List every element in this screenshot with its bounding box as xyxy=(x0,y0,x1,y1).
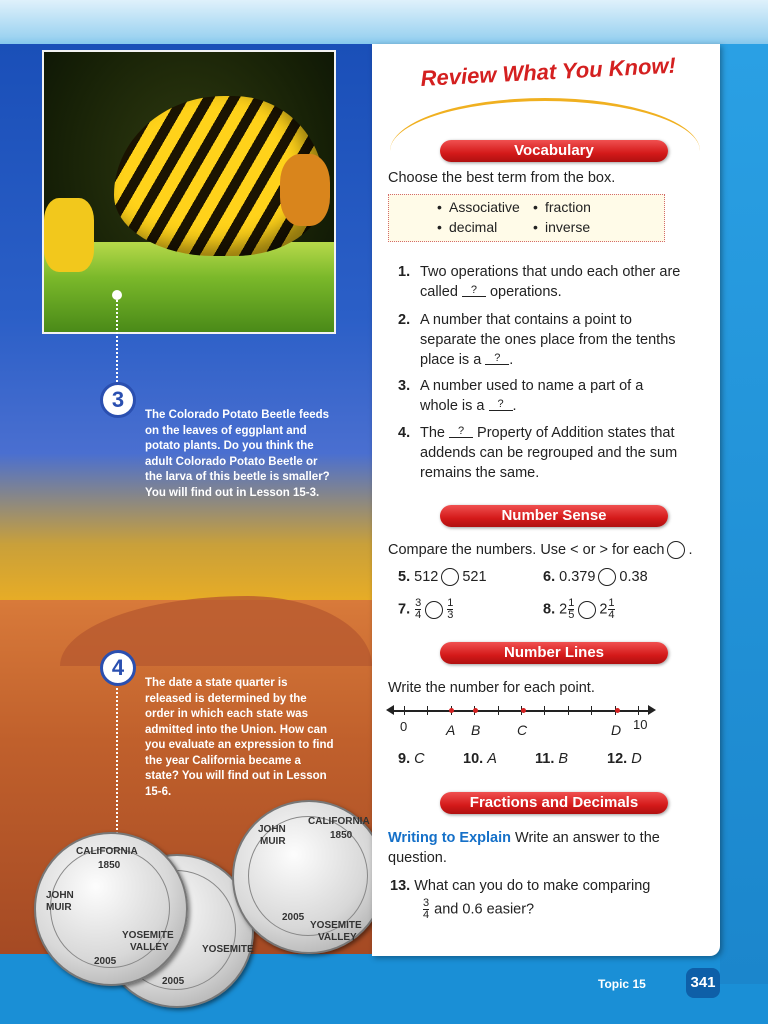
question-number: 12. xyxy=(607,751,628,767)
fraction-a xyxy=(415,598,421,621)
number-line-tick xyxy=(568,706,569,715)
question-4 xyxy=(398,423,698,483)
note-4-text: The date a state quarter is released is determined by the order in which each state was admitted into the Union. How can you evaluate an expression to find the year California became a state? You will find out in Lesson 15-6. xyxy=(145,677,334,798)
compare-circle[interactable] xyxy=(578,601,596,619)
beetle-photo xyxy=(42,50,336,334)
term-bullet: • xyxy=(533,199,538,215)
numerator: 1 xyxy=(568,597,575,609)
question-number: 13. xyxy=(390,878,411,894)
compare-circle[interactable] xyxy=(441,568,459,586)
writing-label: Writing to Explain xyxy=(388,830,511,846)
question-3 xyxy=(398,376,688,416)
numerator: 1 xyxy=(447,597,454,609)
value-a: 0.379 xyxy=(559,569,596,585)
arrow-right-icon xyxy=(648,705,656,715)
denominator: 4 xyxy=(423,909,430,921)
question-text: The xyxy=(420,425,450,441)
coin-text-yosemite: YOSEMITE xyxy=(310,920,362,931)
question-number: 3. xyxy=(398,378,411,394)
question-13 xyxy=(390,876,690,921)
question-number: 5. xyxy=(398,569,411,585)
numerator: 1 xyxy=(608,597,615,609)
question-number: 4. xyxy=(398,425,411,441)
question-9 xyxy=(398,749,425,769)
question-number: 8. xyxy=(543,601,556,618)
question-text: . xyxy=(509,352,514,368)
question-text: operations. xyxy=(485,284,562,300)
number-line-tick xyxy=(498,706,499,715)
number-line-tick xyxy=(591,706,592,715)
point-letter: A xyxy=(487,751,497,767)
page-title: Review What You Know! xyxy=(420,52,677,91)
term-bullet: • xyxy=(437,219,442,235)
question-5 xyxy=(398,567,487,587)
point-a-dot xyxy=(449,708,454,713)
question-7 xyxy=(398,598,454,621)
coin-text-mint: 2005 xyxy=(94,956,117,967)
connector-dotted-line-3 xyxy=(116,296,118,382)
coin-text-year: 1850 xyxy=(98,860,121,871)
note-badge-3: 3 xyxy=(100,382,136,418)
vocabulary-term-box xyxy=(388,194,665,242)
question-12 xyxy=(607,749,642,769)
right-edge-band xyxy=(720,44,768,984)
coin-text-mint: 2005 xyxy=(162,976,185,987)
question-number: 1. xyxy=(398,264,411,280)
coin-text-john: JOHN xyxy=(258,824,286,835)
number-line-tick xyxy=(404,706,405,715)
point-a-label: A xyxy=(446,722,456,738)
answer-blank[interactable]: ? xyxy=(462,284,486,297)
number-line-end: 10 xyxy=(633,717,648,732)
point-letter: D xyxy=(631,751,642,767)
term-decimal: decimal xyxy=(449,219,498,235)
numerator: 3 xyxy=(415,597,422,609)
question-number: 7. xyxy=(398,601,411,618)
whole-a: 2 xyxy=(559,601,568,618)
point-b-label: B xyxy=(471,722,481,738)
arrow-left-icon xyxy=(386,705,394,715)
question-8 xyxy=(543,598,616,621)
term-fraction: fraction xyxy=(545,199,591,215)
writing-to-explain xyxy=(388,828,708,868)
denominator: 4 xyxy=(415,609,422,621)
fraction xyxy=(423,898,429,921)
question-number: 11. xyxy=(535,751,555,767)
coin-text-muir: MUIR xyxy=(260,836,286,847)
term-associative: Associative xyxy=(449,199,520,215)
vocabulary-instruction: Choose the best term from the box. xyxy=(388,170,616,186)
question-number: 10. xyxy=(463,751,484,767)
footer-topic: Topic 15 xyxy=(598,977,646,991)
denominator: 5 xyxy=(568,609,575,621)
value-a: 512 xyxy=(414,569,439,585)
question-1 xyxy=(398,262,688,302)
point-letter: C xyxy=(414,751,425,767)
question-text: Two operations that undo each other are called xyxy=(420,264,681,300)
question-11 xyxy=(535,749,568,769)
number-line-tick xyxy=(427,706,428,715)
compare-circle xyxy=(667,541,685,559)
coin-text-muir: MUIR xyxy=(46,902,72,913)
coin-text-state: CALIFORNIA xyxy=(76,846,138,857)
point-c-dot xyxy=(521,708,526,713)
fraction-b xyxy=(608,598,614,621)
section-vocabulary-heading: Vocabulary xyxy=(440,140,668,162)
section-number-lines-heading: Number Lines xyxy=(440,642,668,664)
beetle-eggs xyxy=(44,198,94,272)
term-inverse: inverse xyxy=(545,219,591,235)
point-b-dot xyxy=(473,708,478,713)
question-10 xyxy=(463,749,497,769)
note-badge-4: 4 xyxy=(100,650,136,686)
value-b: 0.38 xyxy=(619,569,648,585)
connector-dot-3 xyxy=(112,290,122,300)
connector-dotted-line-4 xyxy=(116,688,118,838)
coin-text-state: CALIFORNIA xyxy=(308,816,370,827)
question-number: 9. xyxy=(398,751,411,767)
question-text: A number that contains a point to separate the ones place from the tenths place is a xyxy=(420,312,676,368)
note-3-text: The Colorado Potato Beetle feeds on the leaves of eggplant and potato plants. Do you think the adult Colorado Potato Beetle or the larva of this beetle is smaller? You will find out in Lesson 15-3. xyxy=(145,409,330,499)
point-d-dot xyxy=(615,708,620,713)
number-line-tick xyxy=(638,706,639,715)
point-d-label: D xyxy=(611,722,622,738)
denominator: 4 xyxy=(608,609,615,621)
section-fractions-decimals-heading: Fractions and Decimals xyxy=(440,792,668,814)
question-number: 6. xyxy=(543,569,556,585)
term-bullet: • xyxy=(437,199,442,215)
instruction-text: Compare the numbers. Use < or > for each xyxy=(388,542,665,558)
section-number-sense-heading: Number Sense xyxy=(440,505,668,527)
question-2 xyxy=(398,310,688,370)
denominator: 3 xyxy=(447,609,454,621)
fraction-a xyxy=(568,598,574,621)
value-b: 521 xyxy=(462,569,487,585)
number-lines-instruction: Write the number for each point. xyxy=(388,680,595,696)
number-sense-instruction xyxy=(388,540,692,560)
question-text: and 0.6 easier? xyxy=(434,901,535,918)
answer-blank[interactable]: ? xyxy=(489,398,513,411)
quarter-coin-right xyxy=(232,800,386,954)
coin-text-mint: 2005 xyxy=(282,912,305,923)
instruction-text: . xyxy=(688,542,693,558)
question-text: What can you do to make comparing xyxy=(414,878,651,894)
compare-circle[interactable] xyxy=(598,568,616,586)
answer-blank[interactable]: ? xyxy=(449,425,473,438)
number-line-tick xyxy=(544,706,545,715)
coin-text-yosemite: YOSEMITE xyxy=(202,944,254,955)
question-text: Property of Addition states that addends can be regrouped and the sum remains the same. xyxy=(420,425,678,481)
question-number: 2. xyxy=(398,312,411,328)
whole-b: 2 xyxy=(599,601,608,618)
coin-text-valley: VALLEY xyxy=(130,942,169,953)
question-6 xyxy=(543,567,648,587)
coin-text-valley: VALLEY xyxy=(318,932,357,943)
term-bullet: • xyxy=(533,219,538,235)
compare-circle[interactable] xyxy=(425,601,443,619)
page-number: 341 xyxy=(686,968,720,998)
point-letter: B xyxy=(558,751,569,767)
numerator: 3 xyxy=(423,897,430,909)
number-line-start: 0 xyxy=(400,719,408,734)
beetle-head xyxy=(280,154,330,226)
coin-text-year: 1850 xyxy=(330,830,353,841)
quarter-coin-left xyxy=(34,832,188,986)
answer-blank[interactable]: ? xyxy=(485,352,509,365)
writing-text: Write an answer to the question. xyxy=(388,830,660,866)
fraction-b xyxy=(447,598,453,621)
question-text: A number used to name a part of a whole is a xyxy=(420,378,644,414)
coin-text-yosemite: YOSEMITE xyxy=(122,930,174,941)
point-c-label: C xyxy=(517,722,528,738)
question-text: . xyxy=(512,398,517,414)
coin-text-john: JOHN xyxy=(46,890,74,901)
